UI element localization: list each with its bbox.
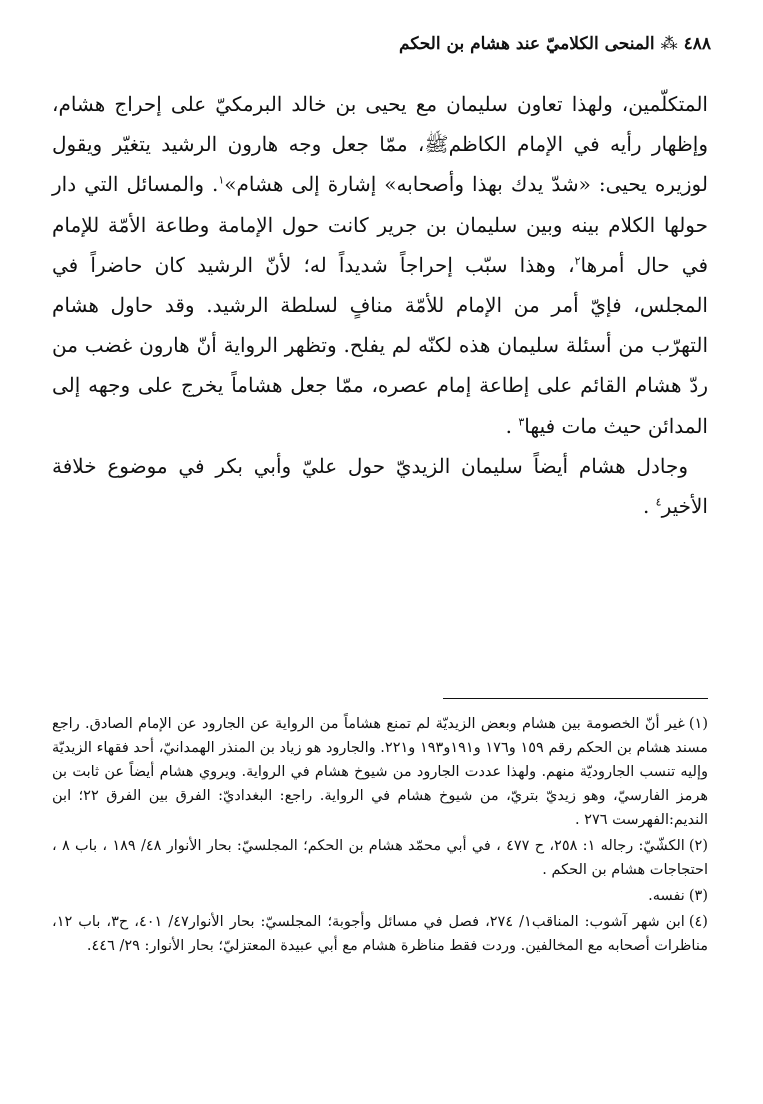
- paragraph-text: .: [505, 413, 519, 438]
- footnote: [52, 834, 708, 882]
- footnote-number: (٤): [688, 914, 708, 930]
- footnote-text: غير أنّ الخصومة بين هشام وبعض الزيديّة لم تمنع هشاماً من الرواية عن الجارود عن الإمام الصادق. راجع مسند هشام بن الحكم رقم ١٥٩ و١٧٦ و١٩١و١٩٣ و٢٢١. والجارود هو زياد بن المنذر الهمدانيّ، أحد فقهاء الزيديّة وإليه تنسب الجاروديّة منهم. ولهذا عددت الجارود من شيوخ هشام في الرواية. ويروي هشام أيضاً عن ثابت بن هرمز الفارسيّ، وهو زيديّ بتريّ، من شيوخ هشام في الرواية. راجع: البغداديّ: الفرق بين الفرق ٢٢؛ ابن النديم:الفهرست ٢٧٦ .: [52, 716, 708, 828]
- footnote-separator: [443, 698, 708, 699]
- paragraph-text: ، ممّا جعل وجه هارون الرشيد يتغيّر ويقول لوزيره يحيى: «شدّ يدك بهذا وأصحابه» إشارة إلى هشام»: [52, 132, 708, 197]
- paragraph: [52, 446, 708, 526]
- paragraph-text: المتكلّمين، ولهذا تعاون سليمان مع يحيى بن خالد البرمكيّ على إحراج هشام، وإظهار رأيه في الإمام الكاظم: [52, 92, 709, 157]
- footnote-text: الكشّيّ: رجاله ١: ٢٥٨، ح ٤٧٧ ، في أبي محمّد هشام بن الحكم؛ المجلسيّ: بحار الأنوار ٤٨/ ١٨٩ ، باب ٨ ، احتجاجات هشام بن الحكم .: [52, 838, 708, 878]
- paragraph-text: وجادل هشام أيضاً سليمان الزيديّ حول عليّ وأبي بكر في موضوع خلافة الأخير: [52, 453, 708, 519]
- footnote-number: (١): [688, 716, 708, 732]
- paragraph: [52, 84, 708, 446]
- footnote-marker[interactable]: ٣: [518, 414, 525, 428]
- footnote: [52, 910, 708, 958]
- footnote-marker[interactable]: ٤: [655, 495, 662, 509]
- footnote-number: (٣): [688, 888, 708, 904]
- honorific-glyph: ﷺ: [424, 132, 449, 157]
- footnote: [52, 884, 708, 908]
- footnotes: [52, 712, 708, 960]
- main-text: [52, 84, 708, 526]
- running-header: [40, 30, 711, 58]
- footnote-text: نفسه.: [648, 888, 685, 904]
- footnote: [52, 712, 708, 832]
- paragraph-text: ، وهذا سبّب إحراجاً شديداً له؛ لأنّ الرشيد كان حاضراً في المجلس، فإيّ أمر من الإمام للأمّة منافٍ لسلطة الرشيد. وقد حاول هشام التهرّب من أسئلة سليمان هذه لكنّه لم يفلح. وتظهر الرواية أنّ هارون غضب من ردّ هشام القائم على إطاعة إمام عصره، ممّا جعل هشاماً يخرج على وجهه إلى المدائن حيث مات فيها: [52, 252, 708, 438]
- paragraph-text: . والمسائل التي دار حولها الكلام بينه وبين سليمان بن جرير كانت حول الإمامة وطاعة الأمّة للإمام في حال أمرها: [52, 172, 708, 277]
- page-number: ٤٨٨: [683, 34, 711, 54]
- running-title: المنحى الكلاميّ عند هشام بن الحكم: [399, 34, 655, 54]
- paragraph-text: .: [642, 494, 656, 519]
- header-ornament: ⁂: [660, 34, 678, 54]
- footnote-marker[interactable]: ٢: [574, 254, 581, 268]
- footnote-number: (٢): [688, 838, 708, 854]
- footnote-marker[interactable]: ١: [218, 173, 225, 187]
- footnote-text: ابن شهر آشوب: المناقب١/ ٢٧٤، فصل في مسائل وأجوبة؛ المجلسيّ: بحار الأنوار٤٧/ ٤٠١، ح٣، باب ١٢، مناظرات أصحابه مع المخالفين. وردت فقط مناظرة هشام مع أبي عبيدة المعتزليّ؛ بحار الأنوار: ٢٩/ ٤٤٦.: [52, 914, 708, 954]
